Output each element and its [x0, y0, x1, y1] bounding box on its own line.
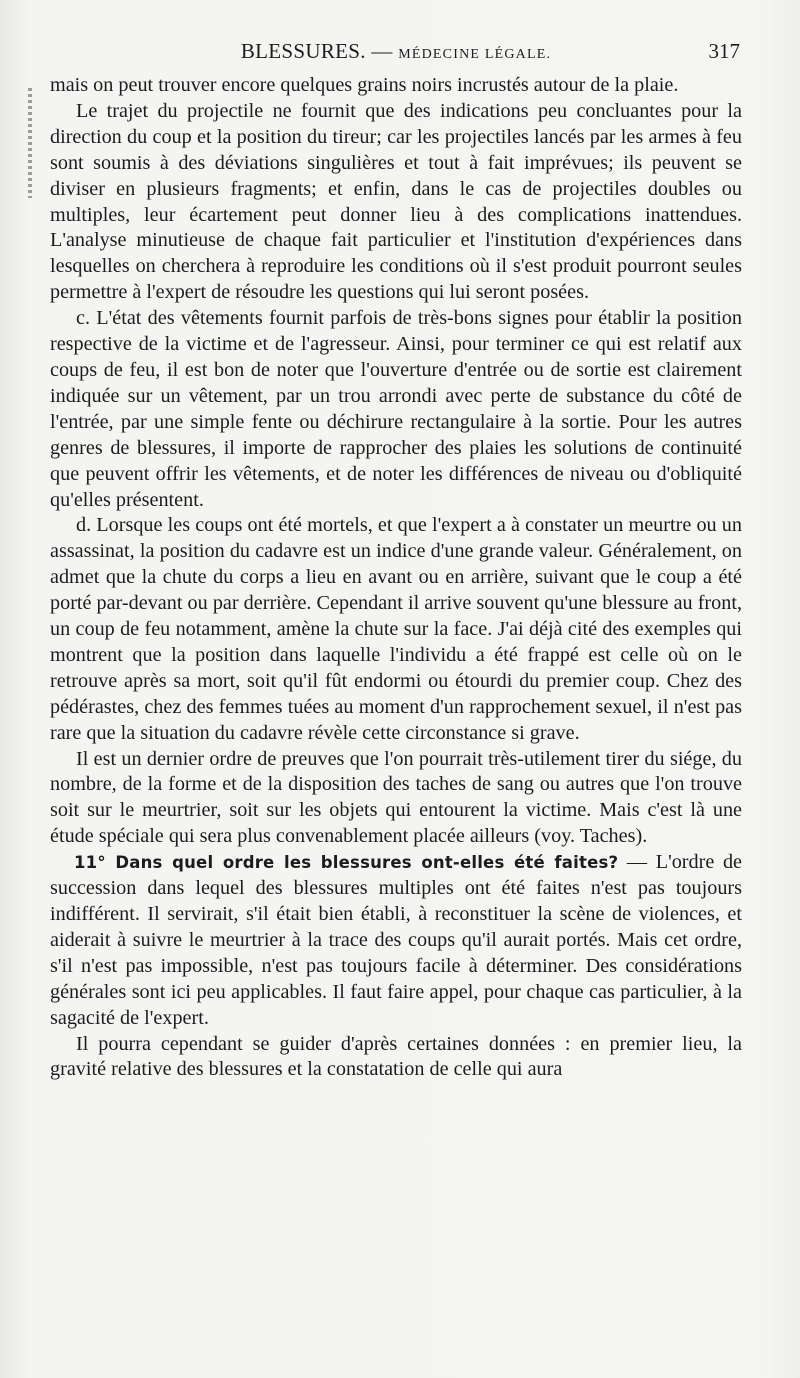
running-title: [50, 38, 742, 68]
running-title-sub: MÉDECINE LÉGALE.: [398, 47, 552, 62]
paragraph-trajet: Le trajet du projectile ne fournit que des indications peu concluantes pour la direction du coup et la position du tireur; car les projectiles lancés par les armes à feu sont soumis à des déviations singulières et tout à fait imprévues; ils peuvent se diviser en plusieurs fragments; et enfin, dans le cas de projectiles doubles ou multiples, leur écartement peut donner lieu à des complications inattendues. L'analyse minutieuse de chaque fait particulier et l'institution d'expériences dans lesquelles on cherchera à reproduire les conditions où il s'est produit pourront seules permettre à l'expert de résoudre les questions qui lui seront posées.: [50, 99, 742, 304]
section-11-paragraph: [50, 850, 742, 1031]
running-header: [50, 36, 742, 70]
running-title-separator: —: [365, 39, 399, 63]
running-title-main: BLESSURES.: [240, 39, 366, 63]
paragraph-ordre-succession: L'ordre de succession dans lequel des blessures multiples ont été faites n'est pas toujours indifférent. Il servirait, s'il était bien établi, à reconstituer la scène de violences, et aiderait à suivre le meurtrier à la trace des coups qu'il aurait portés. Mais cet ordre, s'il n'est pas impossible, n'est pas toujours facile à déterminer. Des considérations générales sont ici peu applicables. Il faut faire appel, pour chaque cas particulier, à la sagacité de l'expert.: [50, 851, 743, 1029]
body-text: [50, 73, 742, 1083]
section-heading-dash: —: [618, 851, 656, 874]
paragraph-position-cadavre: d. Lorsque les coups ont été mortels, et que l'expert a à constater un meurtre ou un assassinat, la position du cadavre est un indice d'une grande valeur. Généralement, on admet que la chute du corps a lieu en avant ou en arrière, suivant que le coup a été porté par-devant ou par derrière. Cependant il arrive souvent qu'une blessure au front, un coup de feu notamment, amène la chute sur la face. J'ai déjà cité des exemples qui montrent que la position dans laquelle l'individu a été frappé est celle où on le retrouve après sa mort, soit qu'il fût endormi ou étourdi du premier coup. Chez des pédérastes, chez des femmes tuées au moment d'un rapprochement sexuel, il n'est pas rare que la situation du cadavre révèle cette circonstance si grave.: [50, 514, 742, 744]
page-number: 317: [708, 39, 740, 63]
section-heading: 11° Dans quel ordre les blessures ont-elles été faites?: [74, 853, 619, 873]
paragraph-vetements: c. L'état des vêtements fournit parfois de très-bons signes pour établir la position respective de la victime et de l'agresseur. Ainsi, pour terminer ce qui est relatif aux coups de feu, il est bon de noter que l'ouverture d'entrée ou de sortie est clairement indiquée sur un vêtement, par un trou arrondi avec perte de substance du côté de l'entrée, par une simple fente ou déchirure rectangulaire à la sortie. Pour les autres genres de blessures, il importe de rapprocher des plaies les solutions de continuité que peuvent offrir les vêtements, et de noter les différences de niveau ou d'obliquité qu'elles présentent.: [50, 307, 742, 511]
paragraph-continuation: mais on peut trouver encore quelques grains noirs incrustés autour de la plaie.: [50, 74, 679, 96]
paragraph-guider: Il pourra cependant se guider d'après certaines données : en premier lieu, la gravité relative des blessures et la constatation de celle qui aura: [50, 1032, 742, 1081]
margin-pencil-mark: [28, 88, 32, 198]
paragraph-taches-sang: Il est un dernier ordre de preuves que l'on pourrait très-utilement tirer du siége, du nombre, de la forme et de la disposition des taches de sang ou autres que l'on trouve soit sur le meurtrier, soit sur les objets qui entourent la victime. Mais c'est là une étude spéciale qui sera plus convenablement placée ailleurs (voy. Taches).: [50, 747, 742, 848]
